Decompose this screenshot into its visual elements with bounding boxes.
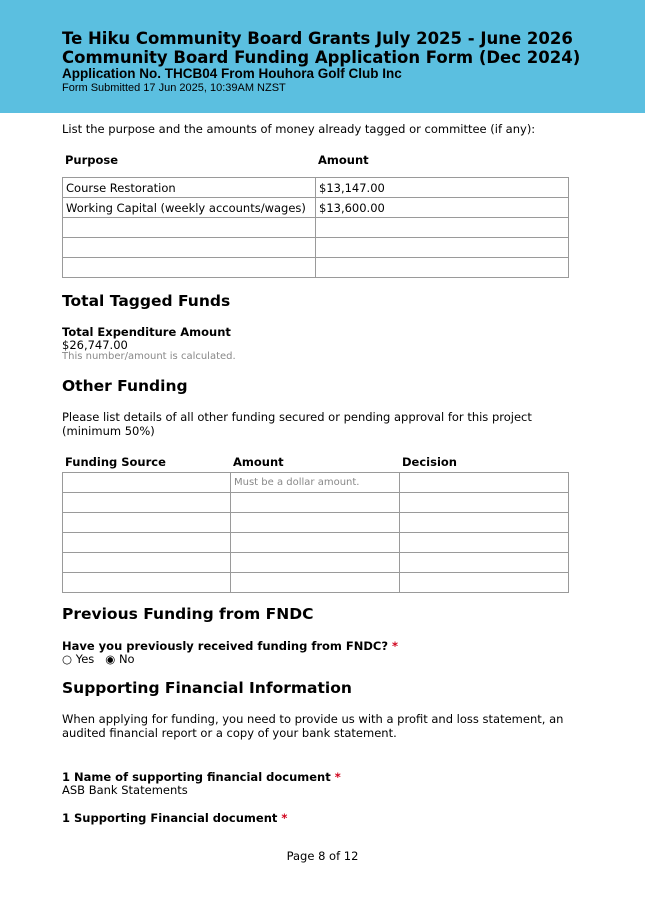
- table-row: [63, 258, 569, 278]
- radio-yes-label: Yes: [75, 652, 95, 666]
- required-marker: *: [334, 770, 341, 784]
- purpose-cell: [63, 258, 316, 278]
- doc-name-label: [62, 770, 341, 784]
- grant-title: Te Hiku Community Board Grants July 2025 - June 2026: [62, 29, 573, 48]
- purpose-cell: [63, 218, 316, 238]
- purpose-cell: Working Capital (weekly accounts/wages): [63, 198, 316, 218]
- table-row: [63, 493, 569, 513]
- amount-input[interactable]: Must be a dollar amount.: [231, 473, 400, 493]
- col-amount: Amount: [233, 455, 284, 469]
- purpose-cell: [63, 238, 316, 258]
- page-number: Page 8 of 12: [286, 849, 359, 863]
- radio-checked-icon: ◉: [105, 652, 116, 666]
- table-row: [63, 218, 569, 238]
- decision-input[interactable]: [400, 533, 569, 553]
- funding-source-input[interactable]: [63, 533, 231, 553]
- amount-cell: [316, 258, 569, 278]
- amount-input[interactable]: [231, 513, 400, 533]
- other-funding-heading: Other Funding: [62, 377, 188, 395]
- total-expenditure-value: $26,747.00: [62, 338, 128, 352]
- decision-input[interactable]: [400, 513, 569, 533]
- col-amount: Amount: [318, 153, 369, 167]
- table-row: [63, 473, 569, 493]
- doc-name-value: ASB Bank Statements: [62, 783, 188, 797]
- table-row: [63, 198, 569, 218]
- table-row: [63, 238, 569, 258]
- amount-cell: $13,147.00: [316, 178, 569, 198]
- funding-source-input[interactable]: [63, 473, 231, 493]
- other-funding-instruction: Please list details of all other funding secured or pending approval for this project (minimum 50%): [62, 410, 532, 438]
- form-name: Community Board Funding Application Form (Dec 2024): [62, 48, 581, 67]
- tagged-instruction: List the purpose and the amounts of money already tagged or committee (if any):: [62, 122, 536, 136]
- supporting-doc-label: [62, 811, 287, 825]
- doc-name-label-text: 1 Name of supporting financial document: [62, 770, 331, 784]
- funding-source-input[interactable]: [63, 513, 231, 533]
- amount-input[interactable]: [231, 533, 400, 553]
- amount-cell: $13,600.00: [316, 198, 569, 218]
- decision-input[interactable]: [400, 553, 569, 573]
- amount-input[interactable]: [231, 493, 400, 513]
- application-number: Application No. THCB04 From Houhora Golf Club Inc: [62, 66, 402, 81]
- other-funding-table: [62, 472, 569, 593]
- radio-yes[interactable]: [62, 652, 94, 666]
- radio-no[interactable]: [105, 652, 134, 666]
- financial-intro: When applying for funding, you need to provide us with a profit and loss statement, an audited financial report or a copy of your bank statement.: [62, 712, 564, 740]
- table-row: [63, 533, 569, 553]
- amount-cell: [316, 218, 569, 238]
- previous-funding-heading: Previous Funding from FNDC: [62, 605, 314, 623]
- table-row: [63, 513, 569, 533]
- decision-input[interactable]: [400, 473, 569, 493]
- col-decision: Decision: [402, 455, 457, 469]
- tagged-funds-table: [62, 177, 569, 278]
- amount-input[interactable]: [231, 553, 400, 573]
- submitted-timestamp: Form Submitted 17 Jun 2025, 10:39AM NZST: [62, 82, 286, 94]
- required-marker: *: [392, 639, 399, 653]
- decision-input[interactable]: [400, 573, 569, 593]
- calculated-hint: This number/amount is calculated.: [62, 351, 236, 362]
- table-row: [63, 573, 569, 593]
- col-funding-source: Funding Source: [65, 455, 166, 469]
- radio-no-label: No: [118, 652, 135, 666]
- purpose-cell: Course Restoration: [63, 178, 316, 198]
- funding-source-input[interactable]: [63, 573, 231, 593]
- amount-cell: [316, 238, 569, 258]
- radio-unchecked-icon: ○: [62, 652, 73, 666]
- col-purpose: Purpose: [65, 153, 119, 167]
- supporting-doc-label-text: 1 Supporting Financial document: [62, 811, 278, 825]
- table-row: [63, 178, 569, 198]
- table-row: [63, 553, 569, 573]
- funding-source-input[interactable]: [63, 493, 231, 513]
- previous-funding-options: [62, 652, 135, 666]
- total-tagged-heading: Total Tagged Funds: [62, 292, 231, 310]
- question-text: Have you previously received funding from FNDC?: [62, 639, 389, 653]
- amount-input[interactable]: [231, 573, 400, 593]
- financial-heading: Supporting Financial Information: [62, 679, 352, 697]
- header-banner: [0, 0, 645, 113]
- previous-funding-question: [62, 639, 398, 653]
- required-marker: *: [281, 811, 288, 825]
- total-expenditure-label: Total Expenditure Amount: [62, 325, 231, 339]
- decision-input[interactable]: [400, 493, 569, 513]
- funding-source-input[interactable]: [63, 553, 231, 573]
